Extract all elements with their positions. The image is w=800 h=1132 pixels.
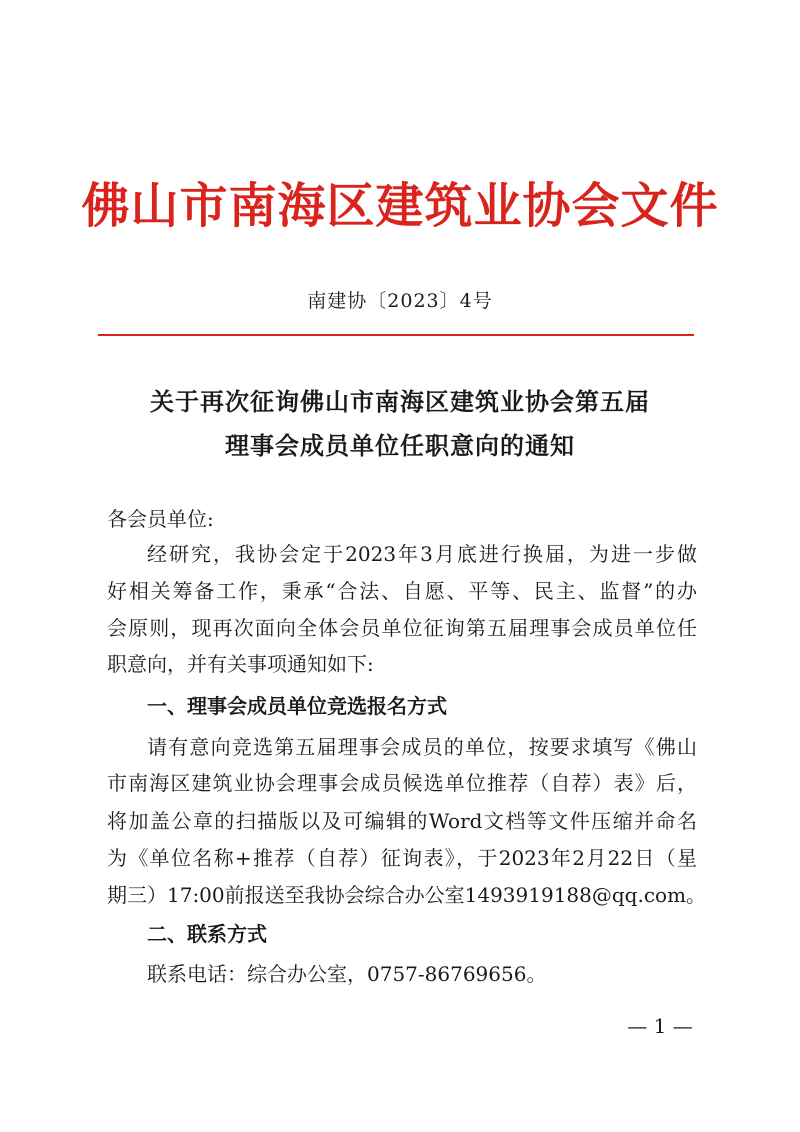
- section-2-heading: 二、联系方式: [147, 922, 267, 946]
- salutation: 各会员单位:: [107, 507, 214, 531]
- intro-line-1: 经研究，我协会定于2023年3月底进行换届，为进一步做: [147, 542, 697, 566]
- document-number: 南建协〔2023〕4号: [307, 290, 493, 312]
- notice-title-line-1: 关于再次征询佛山市南海区建筑业协会第五届: [150, 387, 650, 416]
- intro-line-3: 会原则，现再次面向全体会员单位征询第五届理事会成员单位任: [107, 616, 697, 640]
- intro-line-2: 好相关筹备工作，秉承“合法、自愿、平等、民主、监督”的办: [107, 579, 697, 603]
- notice-title-line-2: 理事会成员单位任职意向的通知: [225, 431, 575, 460]
- contact-phone-line: 联系电话：综合办公室，0757-86769656。: [147, 962, 547, 986]
- section-1-line-2: 市南海区建筑业协会理事会成员候选单位推荐（自荐）表》后，: [107, 771, 697, 795]
- section-1-line-4: 为《单位名称+推荐（自荐）征询表》，于2023年2月22日（星: [107, 846, 697, 870]
- notice-title: [0, 380, 800, 468]
- section-1-line-5: 期三）17:00前报送至我协会综合办公室1493919188@qq.com。: [107, 883, 707, 907]
- section-1-line-1: 请有意向竞选第五届理事会成员的单位，按要求填写《佛山: [147, 735, 697, 759]
- section-1-heading: 一、理事会成员单位竞选报名方式: [147, 694, 447, 718]
- page-number: — 1 —: [627, 1014, 693, 1038]
- document-header-title: 佛山市南海区建筑业协会文件: [81, 178, 719, 234]
- intro-line-4: 职意向，并有关事项通知如下:: [107, 652, 374, 676]
- section-1-line-3: 将加盖公章的扫描版以及可编辑的Word文档等文件压缩并命名: [107, 809, 697, 833]
- header-red-rule: [98, 334, 694, 336]
